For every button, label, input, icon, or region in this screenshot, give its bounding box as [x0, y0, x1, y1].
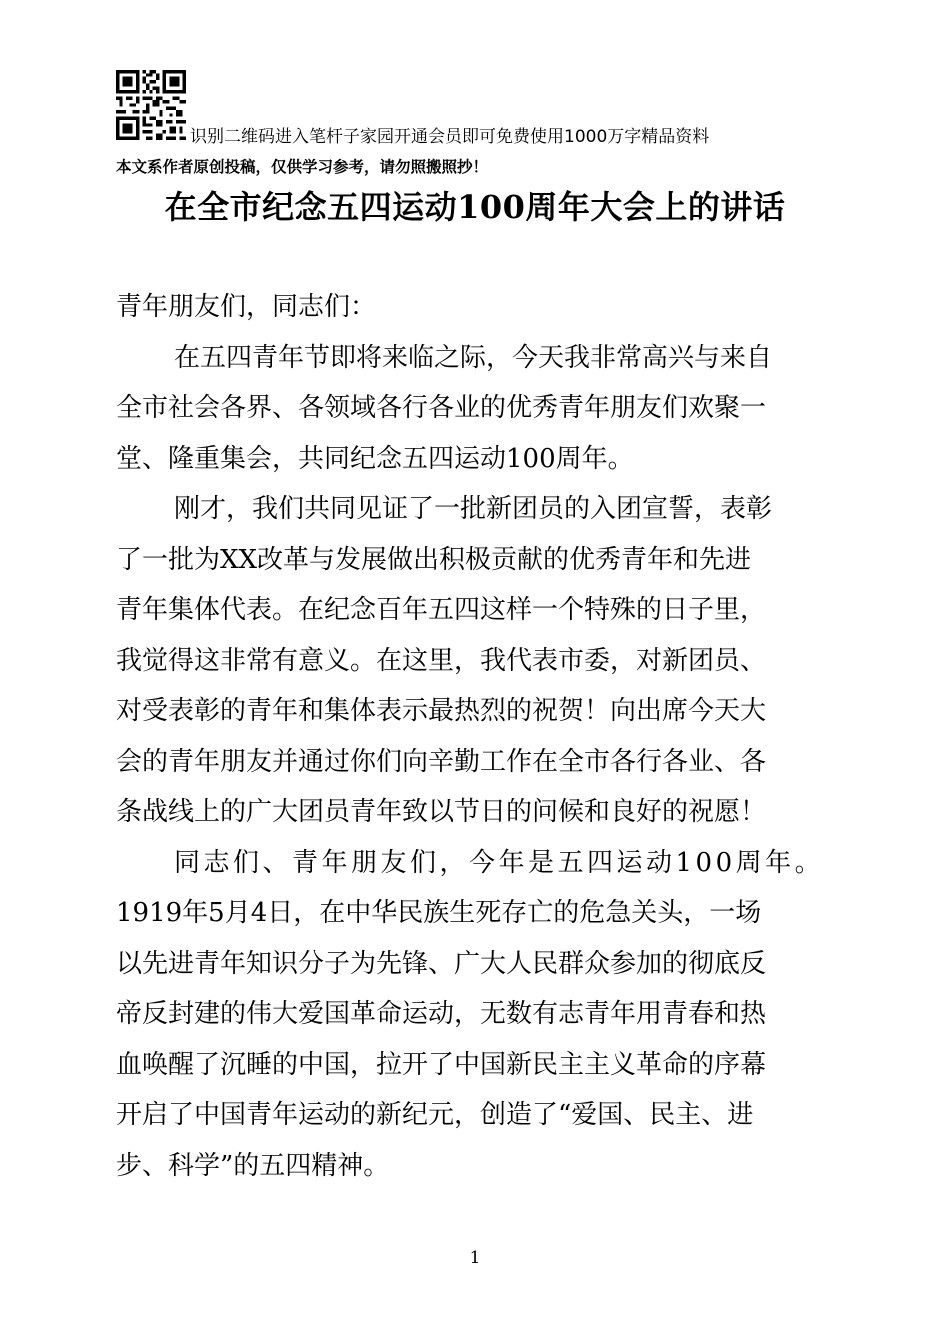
body-line: 我觉得这非常有意义。在这里，我代表市委，对新团员、: [116, 645, 767, 676]
body-line: 帝反封建的伟大爱国革命运动，无数有志青年用青春和热: [116, 999, 767, 1029]
body-line: 血唤醒了沉睡的中国，拉开了中国新民主主义革命的序幕: [116, 1049, 767, 1080]
body-line: 刚才，我们共同见证了一批新团员的入团宣誓，表彰: [174, 494, 773, 524]
body-line: 全市社会各界、各领域各行各业的优秀青年朋友们欢聚一: [116, 393, 767, 423]
body-line: 步、科学”的五四精神。: [116, 1150, 390, 1181]
body-line: 在五四青年节即将来临之际，今天我非常高兴与来自: [174, 342, 773, 373]
body-line: 会的青年朋友并通过你们向辛勤工作在全市各行各业、各: [116, 746, 767, 777]
body-line: 条战线上的广大团员青年致以节日的问候和良好的祝愿！: [116, 797, 767, 827]
body-line: 1919年5月4日，在中华民族生死存亡的危急关头，一场: [116, 898, 762, 928]
body-line: 开启了中国青年运动的新纪元，创造了“爱国、民主、进: [116, 1100, 754, 1130]
member-notice: 识别二维码进入笔杆子家园开通会员即可免费使用1000万字精品资料: [190, 127, 710, 147]
body-line: 同志们、青年朋友们，今年是五四运动100周年。: [174, 847, 825, 878]
body-line: 了一批为XX改革与发展做出积极贡献的优秀青年和先进: [116, 544, 752, 575]
body-line: 堂、隆重集会，共同纪念五四运动100周年。: [116, 443, 634, 474]
copyright-disclaimer: 本文系作者原创投稿，仅供学习参考，请勿照搬照抄！: [116, 157, 489, 176]
qr-code-icon: [116, 70, 186, 140]
page-number: 1: [469, 1248, 481, 1268]
body-line: 对受表彰的青年和集体表示最热烈的祝贺！向出席今天大: [116, 696, 767, 726]
body-line: 青年集体代表。在纪念百年五四这样一个特殊的日子里，: [116, 595, 767, 625]
document-body: [116, 287, 840, 1196]
salutation: 青年朋友们，同志们：: [116, 292, 377, 322]
document-title: 在全市纪念五四运动100周年大会上的讲话: [164, 188, 786, 226]
body-line: 以先进青年知识分子为先锋、广大人民群众参加的彻底反: [116, 948, 767, 979]
